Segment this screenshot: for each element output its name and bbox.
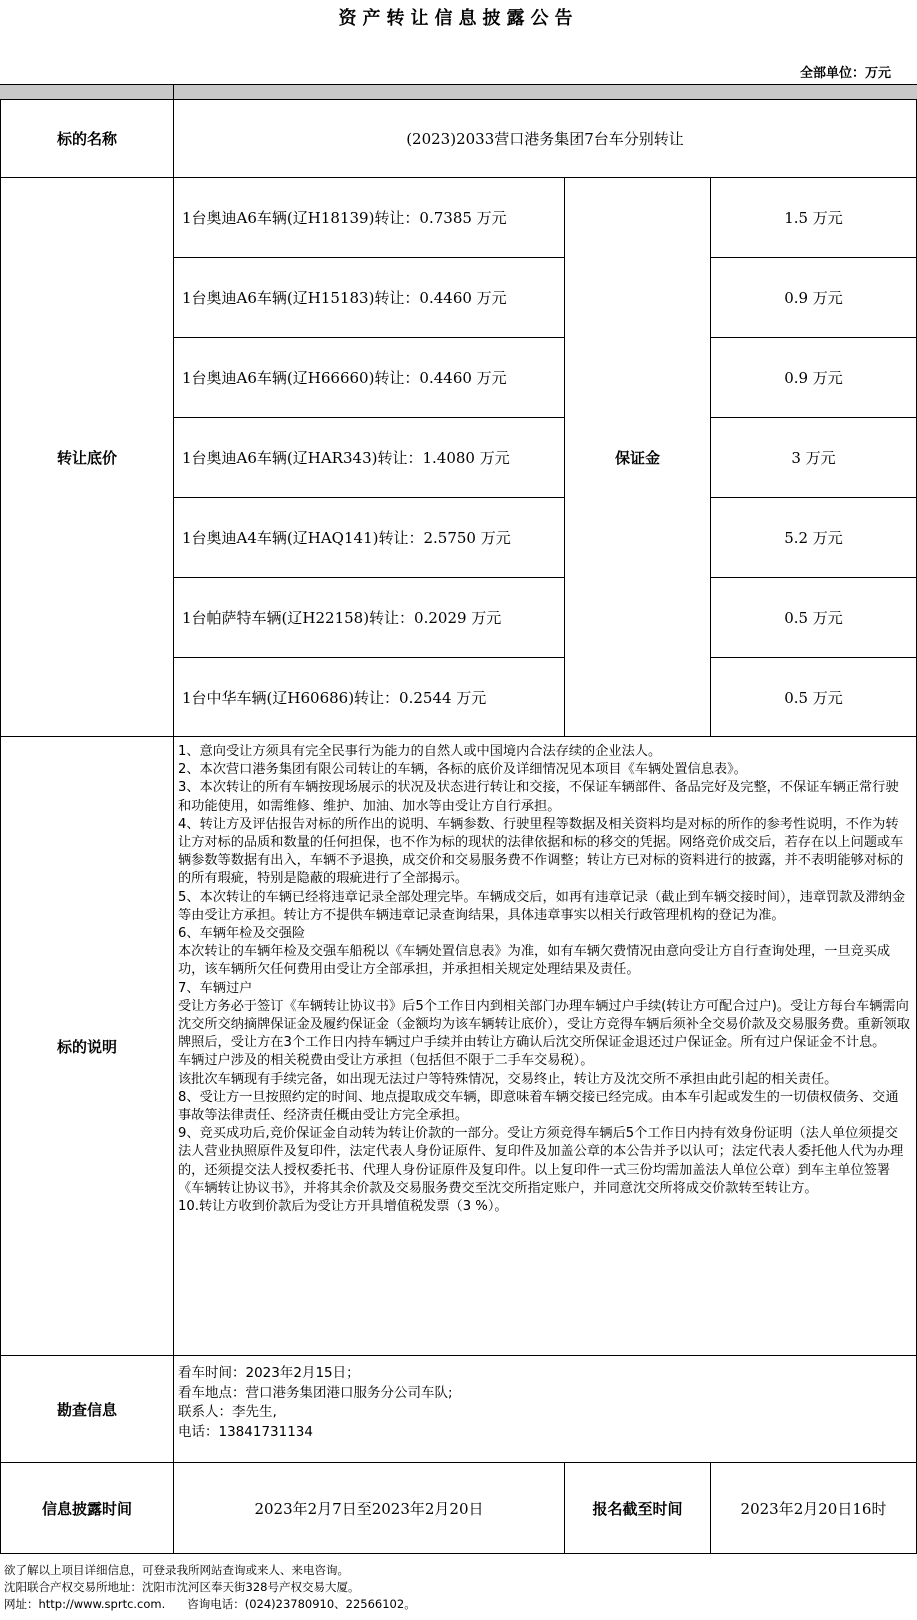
name-label: 标的名称 <box>0 99 174 178</box>
header-band <box>0 84 917 100</box>
price-item-desc: 1台帕萨特车辆(辽H22158)转让：0.2029 万元 <box>173 577 565 658</box>
price-item-deposit: 5.2 万元 <box>710 497 917 578</box>
desc-label: 标的说明 <box>0 736 174 1356</box>
desc-paragraph: 2、本次营口港务集团有限公司转让的车辆，各标的底价及详细情况见本项目《车辆处置信息表》。 <box>178 762 747 778</box>
survey-content <box>173 1355 917 1463</box>
price-item-deposit: 0.5 万元 <box>710 577 917 658</box>
survey-line: 电话：13841731134 <box>178 1423 313 1440</box>
price-item-desc: 1台奥迪A6车辆(辽H15183)转让：0.4460 万元 <box>173 257 565 338</box>
desc-paragraph: 1、意向受让方须具有完全民事行为能力的自然人或中国境内合法存续的企业法人。 <box>178 744 662 759</box>
price-item-desc: 1台奥迪A6车辆(辽H66660)转让：0.4460 万元 <box>173 337 565 418</box>
desc-paragraph: 6、车辆年检及交强险 <box>178 926 306 942</box>
survey-line: 联系人：李先生, <box>178 1404 277 1420</box>
desc-paragraph: 车辆过户涉及的相关税费由受让方承担（包括但不限于二手车交易税）。 <box>178 1053 594 1069</box>
survey-line: 看车时间：2023年2月15日； <box>178 1365 360 1381</box>
footer-line: 沈阳联合产权交易所地址：沈阳市沈河区奉天街328号产权交易大厦。 <box>4 1580 360 1594</box>
deadline-value: 2023年2月20日16时 <box>710 1462 917 1554</box>
desc-paragraph: 该批次车辆现有手续完备，如出现无法过户等特殊情况，交易终止，转让方及沈交所不承担由此引起的相关责任。 <box>178 1071 838 1087</box>
desc-paragraph: 本次转让的车辆年检及交强车船税以《车辆处置信息表》为准，如有车辆欠费情况由意向受让方自行查询处理，一旦竞买成功，该车辆所欠任何费用由受让方全部承担，并承担相关规定处理结果及责任。 <box>178 944 891 978</box>
unit-note: 全部单位：万元 <box>799 66 891 81</box>
survey-label: 勘查信息 <box>0 1355 174 1463</box>
desc-content <box>173 736 917 1356</box>
price-item-desc: 1台奥迪A6车辆(辽HAR343)转让：1.4080 万元 <box>173 417 565 498</box>
desc-paragraph: 受让方务必于签订《车辆转让协议书》后5个工作日内到相关部门办理车辆过户手续(转让方可配合过户)。受让方每台车辆需向沈交所交纳摘牌保证金及履约保证金（金额均为该车辆转让底价），受让方竞得车辆后须补全交易价款及交易服务费。重新领取牌照后，受让方在3个工作日内持车辆过户手续并由转让方确认后沈交所保证金退还过户保证金。所有过户保证金不计息。 <box>178 998 910 1051</box>
footer-line: 欲了解以上项目详细信息，可登录我所网站查询或来人、来电咨询。 <box>4 1563 349 1577</box>
price-item-deposit: 0.5 万元 <box>710 657 917 738</box>
price-item-desc: 1台中华车辆(辽H60686)转让：0.2544 万元 <box>173 657 565 738</box>
price-item-deposit: 0.9 万元 <box>710 257 917 338</box>
price-item-desc: 1台奥迪A6车辆(辽H18139)转让：0.7385 万元 <box>173 177 565 258</box>
desc-paragraph: 8、受让方一旦按照约定的时间、地点提取成交车辆，即意味着车辆交接已经完成。由本车引起或发生的一切债权债务、交通事故等法律责任、经济责任概由受让方完全承担。 <box>178 1089 899 1124</box>
page-title: 资产转让信息披露公告 <box>338 8 579 29</box>
name-value: (2023)2033营口港务集团7台车分别转让 <box>173 99 917 178</box>
desc-paragraph: 3、本次转让的所有车辆按现场展示的状况及状态进行转让和交接，不保证车辆部件、备品完好及完整，不保证车辆正常行驶和功能使用，如需维修、维护、加油、加水等由受让方自行承担。 <box>178 780 899 814</box>
survey-line: 看车地点：营口港务集团港口服务分公司车队; <box>178 1384 453 1401</box>
footer-line: 网址：http://www.sprtc.com. 咨询电话：(024)23780910、22566102。 <box>4 1597 416 1611</box>
price-item-deposit: 3 万元 <box>710 417 917 498</box>
desc-paragraph: 10.转让方收到价款后为受让方开具增值税发票（3 %）。 <box>178 1199 508 1215</box>
disclosure-value: 2023年2月7日至2023年2月20日 <box>173 1462 565 1554</box>
desc-paragraph: 4、转让方及评估报告对标的所作出的说明、车辆参数、行驶里程等数据及相关资料均是对标的所作的参考性说明，不作为转让方对标的品质和数量的任何担保，也不作为标的现状的法律依据和标的移交的凭据。网络竞价成交后，若存在以上问题或车辆参数等数据有出入，车辆不予退换，成交价和交易服务费不作调整；转让方已对标的资料进行的披露，并不表明能够对标的的所有瑕疵，特别是隐蔽的瑕疵进行了全部揭示。 <box>178 816 904 887</box>
price-item-deposit: 0.9 万元 <box>710 337 917 418</box>
price-label: 转让底价 <box>0 177 174 737</box>
desc-paragraph: 7、车辆过户 <box>178 980 253 996</box>
header-band-divider <box>173 84 174 100</box>
deposit-label: 保证金 <box>564 177 711 737</box>
price-item-desc: 1台奥迪A4车辆(辽HAQ141)转让：2.5750 万元 <box>173 497 565 578</box>
footer <box>4 1562 416 1613</box>
deadline-label: 报名截至时间 <box>564 1462 711 1554</box>
desc-paragraph: 9、竞买成功后,竞价保证金自动转为转让价款的一部分。受让方须竞得车辆后5个工作日内持有效身份证明（法人单位须提交法人营业执照原件及复印件，法定代表人身份证原件、复印件及加盖公章的本公告并予以认可；法定代表人委托他人代为办理的，还须提交法人授权委托书、代理人身份证原件及复印件。以上复印件一式三份均需加盖法人单位公章）到车主单位签署《车辆转让协议书》，并将其余价款及交易服务费交至沈交所指定账户，并同意沈交所将成交价款转至转让方。 <box>178 1126 904 1196</box>
price-item-deposit: 1.5 万元 <box>710 177 917 258</box>
desc-paragraph: 5、本次转让的车辆已经将违章记录全部处理完毕。车辆成交后，如再有违章记录（截止到车辆交接时间），违章罚款及滞纳金等由受让方承担。转让方不提供车辆违章记录查询结果，具体违章事实以相关行政管理机构的登记为准。 <box>178 889 906 923</box>
disclosure-label: 信息披露时间 <box>0 1462 174 1554</box>
